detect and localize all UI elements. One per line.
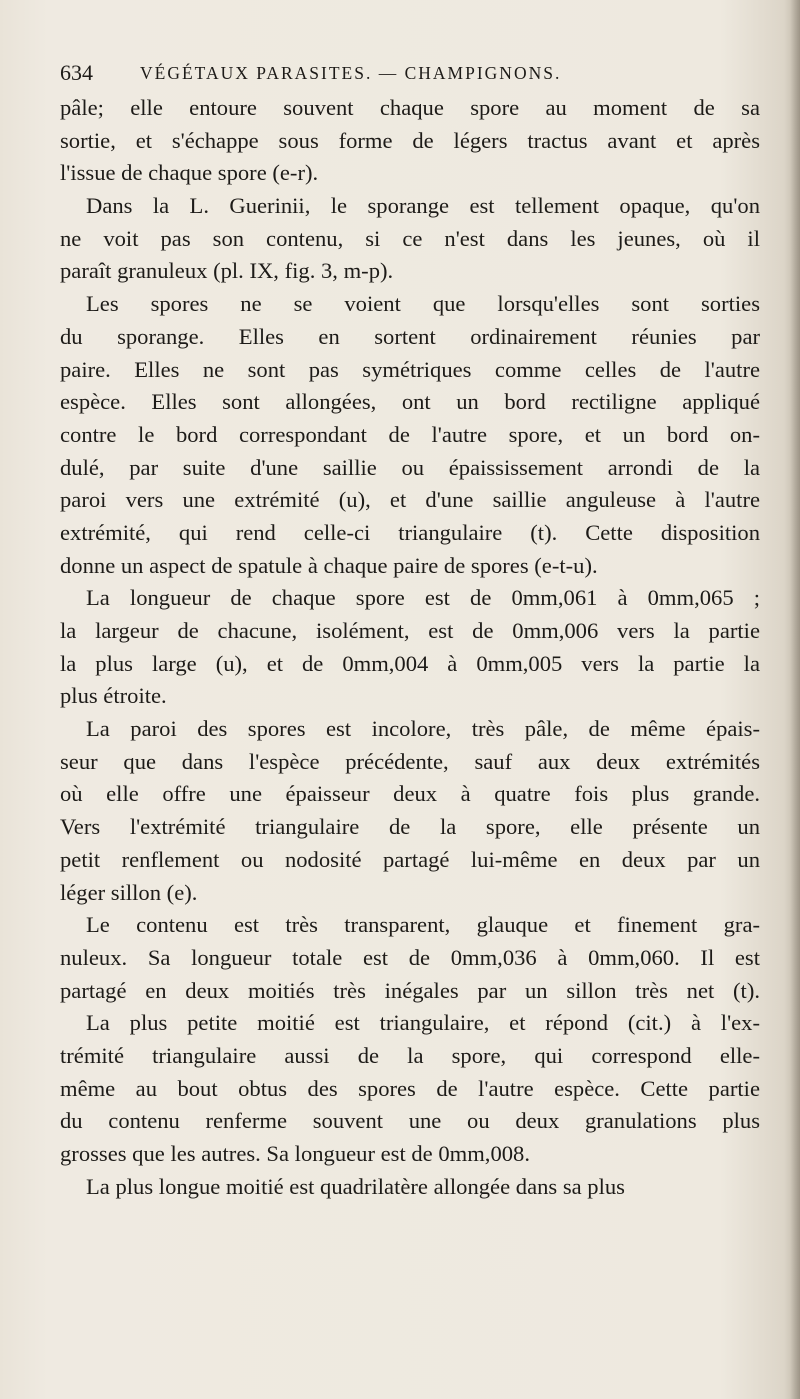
text-line: où elle offre une épaisseur deux à quatre fois plus grande.: [60, 781, 760, 807]
text-line: même au bout obtus des spores de l'autre espèce. Cette partie: [60, 1075, 760, 1101]
page-header: [60, 60, 760, 90]
page-edge-shadow: [790, 0, 800, 1399]
text-line: plus étroite.: [60, 683, 167, 709]
text-line: paire. Elles ne sont pas symétriques comme celles de l'autre: [60, 356, 760, 382]
text-line: du contenu renferme souvent une ou deux granulations plus: [60, 1108, 760, 1134]
running-title: VÉGÉTAUX PARASITES. — CHAMPIGNONS.: [140, 63, 562, 83]
text-line: sortie, et s'échappe sous forme de légers tractus avant et après: [60, 127, 760, 153]
text-line: La plus petite moitié est triangulaire, et répond (cit.) à l'ex-: [86, 1010, 760, 1036]
text-line: Le contenu est très transparent, glauque et finement gra-: [86, 912, 760, 938]
text-line: léger sillon (e).: [60, 879, 198, 905]
text-line: espèce. Elles sont allongées, ont un bord rectiligne appliqué: [60, 389, 760, 415]
text-line: la largeur de chacune, isolément, est de 0mm,006 vers la partie: [60, 618, 760, 643]
text-line: du sporange. Elles en sortent ordinairement réunies par: [60, 323, 760, 349]
text-line: Dans la L. Guerinii, le sporange est tellement opaque, qu'on: [86, 193, 760, 219]
text-line: pâle; elle entoure souvent chaque spore au moment de sa: [60, 95, 760, 120]
text-line: Les spores ne se voient que lorsqu'elles sont sorties: [86, 291, 760, 317]
text-line: trémité triangulaire aussi de la spore, qui correspond elle-: [60, 1042, 760, 1068]
text-line: nuleux. Sa longueur totale est de 0mm,036 à 0mm,060. Il est: [60, 944, 760, 970]
body-text: [60, 92, 760, 1203]
text-line: Vers l'extrémité triangulaire de la spore, elle présente un: [60, 814, 760, 840]
text-line: La longueur de chaque spore est de 0mm,061 à 0mm,065 ;: [86, 585, 760, 611]
text-line: ne voit pas son contenu, si ce n'est dans les jeunes, où il: [60, 225, 760, 251]
text-line: grosses que les autres. Sa longueur est de 0mm,008.: [60, 1141, 530, 1166]
page-number: 634: [60, 60, 93, 85]
text-line: la plus large (u), et de 0mm,004 à 0mm,005 vers la partie la: [60, 650, 760, 676]
text-line: donne un aspect de spatule à chaque paire de spores (e-t-u).: [60, 552, 598, 578]
text-line: contre le bord correspondant de l'autre spore, et un bord on-: [60, 421, 760, 447]
text-line: dulé, par suite d'une saillie ou épaississement arrondi de la: [60, 454, 760, 480]
text-line: l'issue de chaque spore (e-r).: [60, 160, 319, 186]
text-line: La plus longue moitié est quadrilatère allongée dans sa plus: [86, 1173, 625, 1199]
text-line: seur que dans l'espèce précédente, sauf aux deux extrémités: [60, 748, 760, 774]
text-line: La paroi des spores est incolore, très pâle, de même épais-: [86, 716, 760, 742]
text-line: petit renflement ou nodosité partagé lui-même en deux par un: [60, 846, 760, 872]
text-line: extrémité, qui rend celle-ci triangulaire (t). Cette disposition: [60, 519, 760, 545]
text-line: paroi vers une extrémité (u), et d'une saillie anguleuse à l'autre: [60, 487, 760, 513]
text-line: paraît granuleux (pl. IX, fig. 3, m-p).: [60, 258, 394, 284]
text-line: partagé en deux moitiés très inégales par un sillon très net (t).: [60, 977, 760, 1003]
